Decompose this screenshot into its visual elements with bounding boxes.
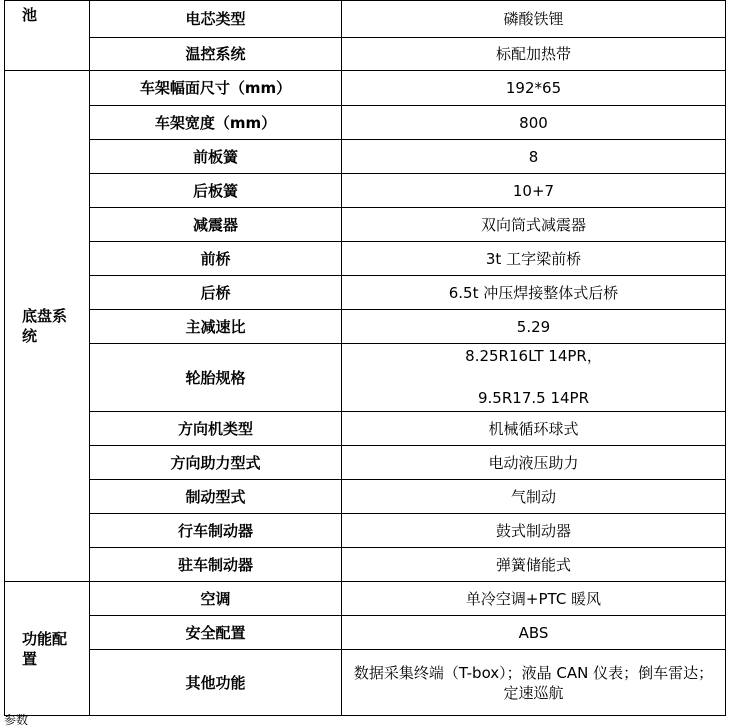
row-value: 8 [342, 140, 726, 174]
table-row [5, 174, 726, 208]
row-value: 10+7 [342, 174, 726, 208]
table-row [5, 106, 726, 140]
row-label: 方向助力型式 [90, 446, 342, 480]
table-row [5, 344, 726, 412]
row-label: 车架幅面尺寸（mm） [90, 71, 342, 106]
row-label: 驻车制动器 [90, 548, 342, 582]
row-label: 轮胎规格 [90, 344, 342, 412]
row-value: 标配加热带 [342, 38, 726, 71]
category-label: 功能配置 [22, 629, 68, 668]
table-row [5, 446, 726, 480]
table-row [5, 548, 726, 582]
row-label: 行车制动器 [90, 514, 342, 548]
table-row [5, 514, 726, 548]
tire-spec-line: 9.5R17.5 14PR [478, 389, 589, 407]
tire-spec-line: 8.25R16LT 14PR， [465, 347, 602, 365]
table-row [5, 412, 726, 446]
table-row [5, 71, 726, 106]
table-row [5, 1, 726, 38]
footer-text-fragment: 参数 [4, 713, 29, 727]
row-label: 制动型式 [90, 480, 342, 514]
row-value: 6.5t 冲压焊接整体式后桥 [342, 276, 726, 310]
row-label: 前板簧 [90, 140, 342, 174]
row-value [342, 650, 726, 716]
row-value: 弹簧储能式 [342, 548, 726, 582]
table-row [5, 242, 726, 276]
category-label: 底盘系统 [22, 307, 68, 345]
table-row [5, 650, 726, 716]
table-row [5, 208, 726, 242]
row-label: 主减速比 [90, 310, 342, 344]
row-label: 后桥 [90, 276, 342, 310]
table-row [5, 140, 726, 174]
row-label: 温控系统 [90, 38, 342, 71]
row-label: 其他功能 [90, 650, 342, 716]
row-label: 车架宽度（mm） [90, 106, 342, 140]
table-row [5, 480, 726, 514]
table-row [5, 38, 726, 71]
row-value: 鼓式制动器 [342, 514, 726, 548]
row-value: 电动液压助力 [342, 446, 726, 480]
category-label: 池 [22, 6, 38, 24]
tire-spec-gap [346, 366, 721, 388]
row-value: 3t 工字梁前桥 [342, 242, 726, 276]
category-cell [5, 1, 90, 71]
table-row [5, 276, 726, 310]
table-row [5, 616, 726, 650]
row-value: ABS [342, 616, 726, 650]
row-value: 192*65 [342, 71, 726, 106]
table-row [5, 310, 726, 344]
row-value: 机械循环球式 [342, 412, 726, 446]
other-functions-text: 数据采集终端（T-box）；液晶 CAN 仪表；倒车雷达；定速巡航 [353, 663, 714, 702]
row-label: 方向机类型 [90, 412, 342, 446]
row-label: 后板簧 [90, 174, 342, 208]
row-value: 双向筒式减震器 [342, 208, 726, 242]
row-label: 减震器 [90, 208, 342, 242]
row-label: 安全配置 [90, 616, 342, 650]
row-label: 空调 [90, 582, 342, 616]
row-label: 电芯类型 [90, 1, 342, 38]
table-row [5, 582, 726, 616]
row-value [342, 344, 726, 412]
category-cell [5, 71, 90, 582]
row-value: 磷酸铁锂 [342, 1, 726, 38]
row-value: 800 [342, 106, 726, 140]
row-label: 前桥 [90, 242, 342, 276]
row-value: 单冷空调+PTC 暖风 [342, 582, 726, 616]
row-value: 5.29 [342, 310, 726, 344]
row-value: 气制动 [342, 480, 726, 514]
